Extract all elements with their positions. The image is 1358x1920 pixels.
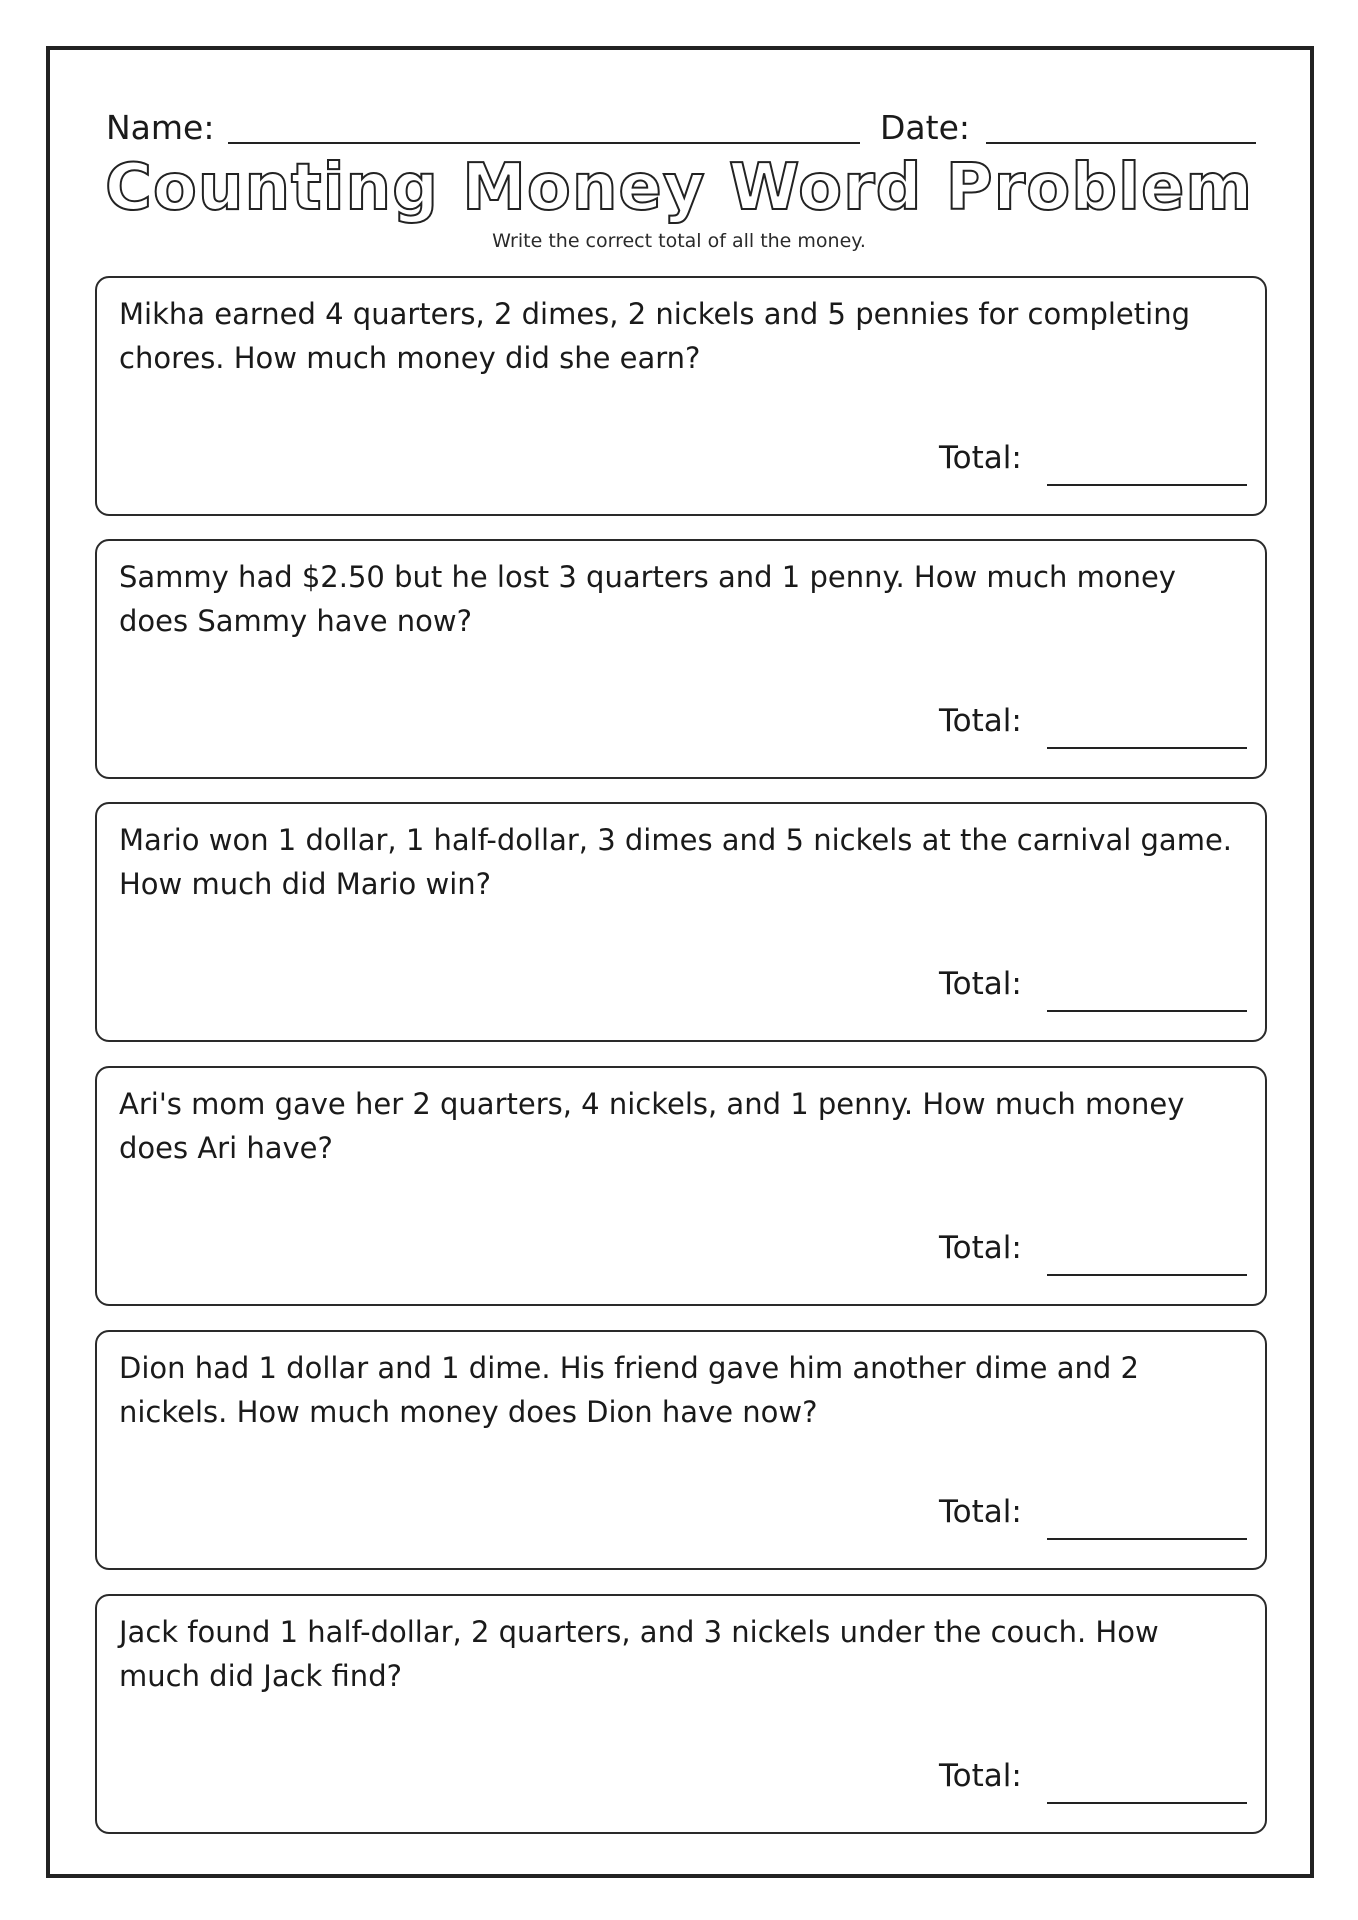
- total-label: Total:: [939, 440, 1022, 476]
- total-label: Total:: [939, 1758, 1022, 1794]
- problem-text: Dion had 1 dollar and 1 dime. His friend gave him another dime and 2 nickels. How much money does Dion have now?: [119, 1351, 1139, 1429]
- problem-card-4: [95, 1066, 1267, 1306]
- total-answer-field[interactable]: [1047, 747, 1247, 749]
- worksheet-instructions: Write the correct total of all the money.: [492, 230, 866, 252]
- worksheet-title: Counting Money Word Problem: [104, 151, 1254, 225]
- problem-card-3: [95, 802, 1267, 1042]
- problem-text: Mikha earned 4 quarters, 2 dimes, 2 nickels and 5 pennies for completing chores. How much money did she earn?: [119, 297, 1190, 375]
- problem-text: Ari's mom gave her 2 quarters, 4 nickels, and 1 penny. How much money does Ari have?: [119, 1087, 1185, 1165]
- total-answer-field[interactable]: [1047, 1010, 1247, 1012]
- problem-card-2: [95, 539, 1267, 779]
- total-answer-field[interactable]: [1047, 1274, 1247, 1276]
- total-answer-field[interactable]: [1047, 1538, 1247, 1540]
- date-field[interactable]: [986, 142, 1256, 144]
- total-label: Total:: [939, 1494, 1022, 1530]
- total-answer-field[interactable]: [1047, 1802, 1247, 1804]
- total-answer-field[interactable]: [1047, 484, 1247, 486]
- total-label: Total:: [939, 703, 1022, 739]
- name-field[interactable]: [228, 142, 860, 144]
- total-label: Total:: [939, 966, 1022, 1002]
- problem-text: Jack found 1 half-dollar, 2 quarters, and 3 nickels under the couch. How much did Jack find?: [119, 1615, 1159, 1693]
- date-label: Date:: [880, 108, 970, 147]
- problem-card-5: [95, 1330, 1267, 1570]
- name-label: Name:: [106, 108, 215, 147]
- problem-card-6: [95, 1594, 1267, 1834]
- problem-text: Mario won 1 dollar, 1 half-dollar, 3 dimes and 5 nickels at the carnival game. How much did Mario win?: [119, 823, 1233, 901]
- problem-card-1: [95, 276, 1267, 516]
- header-row: [106, 108, 1256, 148]
- total-label: Total:: [939, 1230, 1022, 1266]
- problem-text: Sammy had $2.50 but he lost 3 quarters and 1 penny. How much money does Sammy have now?: [119, 560, 1176, 638]
